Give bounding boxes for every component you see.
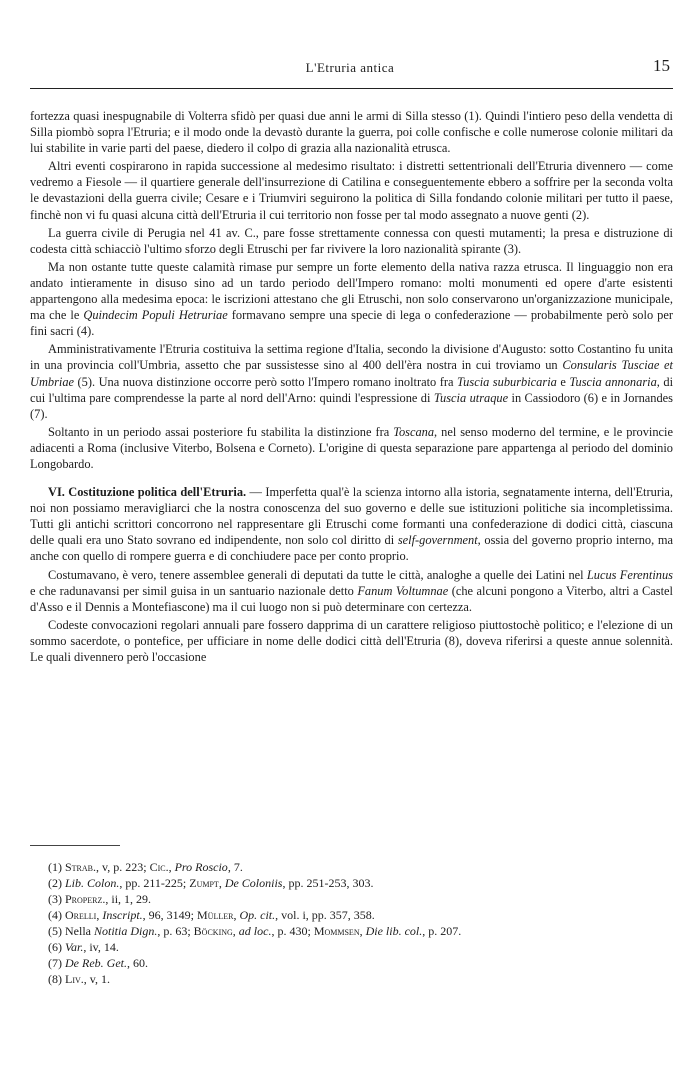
text-run: fortezza quasi inespugnabile di Volterra sfidò per quasi due anni le armi di Silla stesso (1). Quindi l'intiero peso della vendetta di Silla piombò sopra l'Etruria; e il modo onde la devastò durante la guerra, poi colle confische e colle numerose colonie militari da lui stabilite in varie parti del paese, diedero il colpo di grazia alla nazionalità etrusca. xyxy=(30,109,673,156)
text-run: , xyxy=(359,924,366,938)
text-run: Codeste convocazioni regolari annuali pare fossero dapprima di un carattere religioso piuttostochè politico; e l'elezione di un sommo sacerdote, o pontefice, per ufficiare in nome delle dodici città dell'Etruria (8), doveva riferirsi a queste annue solennità. Le quali divennero però l'occasione xyxy=(30,617,673,664)
paragraph xyxy=(30,341,673,421)
text-run: , 7. xyxy=(227,860,243,874)
text-sc: Böcking xyxy=(193,924,233,938)
text-sc: Properz. xyxy=(65,892,106,906)
text-run: La guerra civile di Perugia nel 41 av. C., pare fosse strettamente connessa con questi mutamenti; la presa e distruzione di codesta città schiacciò l'ultimo sforzo degli Etruschi per far rivivere la loro nazionalità spirante (3). xyxy=(30,225,673,256)
text-run: , xyxy=(168,860,175,874)
text-italic: Pro Roscio xyxy=(174,860,228,874)
text-run: , pp. 211-225; xyxy=(119,876,190,890)
text-run: Soltanto in un periodo assai posteriore fu stabilita la distinzione fra xyxy=(48,424,394,439)
text-italic: Tuscia suburbicaria xyxy=(456,374,557,389)
footnote xyxy=(48,971,668,987)
paragraph xyxy=(30,158,673,222)
text-run: , xyxy=(233,908,240,922)
text-run: , ossia del governo proprio interno, ma anche con quello di rompere guerra e di conchiudere pace per conto proprio. xyxy=(30,533,673,564)
text-run: (6) xyxy=(48,940,65,954)
text-italic: De Coloniis xyxy=(224,876,283,890)
text-italic: Quindecim Populi Hetruriae xyxy=(83,308,228,323)
footnote xyxy=(48,955,668,971)
text-bold: VI. Costituzione politica dell'Etruria. xyxy=(48,485,247,500)
text-run: , xyxy=(218,876,225,890)
text-italic: Die lib. col. xyxy=(365,924,423,938)
text-run: Ma non ostante tutte queste calamità rimase pur sempre un forte elemento della nativa razza etrusca. Il linguaggio non era andato intieramente in disuso sino ad un tardo periodo dell'Impero romano: molti monumenti ed opere d'arte esistenti appartengono alla medesima epoca: le iscrizioni attestano che gli Etruschi, non solo conservarono un'organizzazione municipale, ma che le xyxy=(30,259,673,323)
running-title: L'Etruria antica xyxy=(305,60,395,75)
text-run: (7) xyxy=(48,956,65,970)
text-italic: Fanum Voltumnae xyxy=(357,583,449,598)
text-run: , di cui l'ultima pare comprendesse la parte al nord dell'Arno: quindi l'espressione di xyxy=(30,374,674,405)
text-run: (3) xyxy=(48,892,65,906)
text-run: (1) xyxy=(48,860,65,874)
text-run: (5) Nella xyxy=(48,924,94,938)
text-sc: Liv. xyxy=(65,972,84,986)
text-sc: Müller xyxy=(197,908,234,922)
footnote-separator xyxy=(30,845,120,846)
text-run: e che radunavansi per simil guisa in un santuario nazionale detto xyxy=(30,583,358,598)
header-rule xyxy=(30,88,673,89)
text-italic: Lucus Ferentinus xyxy=(586,567,673,582)
footnote xyxy=(48,859,668,875)
text-run: , 96, 3149; xyxy=(142,908,198,922)
text-italic: Op. cit. xyxy=(239,908,276,922)
text-italic: De Reb. Get. xyxy=(65,956,127,970)
text-italic: Lib. Colon. xyxy=(65,876,120,890)
text-italic: Tuscia annonaria xyxy=(569,374,657,389)
text-run: (8) xyxy=(48,972,65,986)
text-run: , iv, 14. xyxy=(83,940,119,954)
text-run: (che alcuni pongono a Viterbo, altri a Castel d'Asso e il Dennis a Montefiascone) ma il cui luogo non si può determinare con certezza. xyxy=(30,583,673,614)
text-run: , xyxy=(96,908,103,922)
text-run: , v, p. 223; xyxy=(96,860,150,874)
text-run: (4) xyxy=(48,908,65,922)
text-run: , pp. 251-253, 303. xyxy=(282,876,374,890)
text-italic: Var. xyxy=(65,940,84,954)
footnote xyxy=(48,907,668,923)
paragraph xyxy=(30,259,673,339)
body-text xyxy=(30,108,673,667)
text-run: Costumavano, è vero, tenere assemblee generali di deputati da tutte le città, analoghe a quelle dei Latini nel xyxy=(48,567,587,582)
running-header xyxy=(30,56,670,78)
text-run: formavano sempre una specie di lega o confederazione — probabilmente però solo per fini sacri (4). xyxy=(30,308,673,339)
text-italic: Inscript. xyxy=(102,908,143,922)
text-italic: Toscana xyxy=(393,424,435,439)
text-run: , 60. xyxy=(126,956,148,970)
footnote xyxy=(48,939,668,955)
text-run: , ii, 1, 29. xyxy=(105,892,152,906)
paragraph xyxy=(30,424,673,472)
text-italic: self-government xyxy=(397,533,478,548)
text-run: (2) xyxy=(48,876,65,890)
text-sc: Strab. xyxy=(65,860,97,874)
text-italic: Notitia Dign. xyxy=(93,924,158,938)
paragraph xyxy=(30,567,673,615)
footnote xyxy=(48,891,668,907)
text-sc: Cic. xyxy=(149,860,169,874)
text-italic: ad loc. xyxy=(238,924,272,938)
text-run: Altri eventi cospirarono in rapida successione al medesimo risultato: i distretti settentrionali dell'Etruria divennero — come vedremo a Fiesole — il quartiere generale dell'insurrezione di Catilina e conseguentemente ebbero a soffrire per la seconda volta le devastazioni della guerra civile; Cesare e i Triumviri seguirono la politica di Silla fondando colonie militari per tutto il paese, finchè non vi fu quasi alcuna città dell'Etruria il cui territorio non fosse per tal modo assegnato a nuove genti (2). xyxy=(30,159,673,222)
text-run: Amministrativamente l'Etruria costituiva la settima regione d'Italia, secondo la divisione d'Augusto: sotto Costantino fu unita in una provincia coll'Umbria, assetto che par sussistesse sino al 400 dell'èra nostra in cui troviamo un xyxy=(30,342,673,373)
text-run: , vol. i, pp. 357, 358. xyxy=(275,908,375,922)
text-run: , v, 1. xyxy=(83,972,111,986)
footnote xyxy=(48,923,668,939)
paragraph xyxy=(30,108,673,156)
text-sc: Orelli xyxy=(65,908,97,922)
text-sc: Zumpt xyxy=(189,876,219,890)
text-run: , p. 63; xyxy=(157,924,194,938)
text-run: , xyxy=(232,924,239,938)
paragraph xyxy=(30,617,673,665)
footnote xyxy=(48,875,668,891)
text-italic: Consularis Tusciae et Umbriae xyxy=(30,358,673,389)
text-run: in Cassiodoro (6) e in Jornandes (7). xyxy=(30,390,673,421)
text-run: — Imperfetta qual'è la scienza intorno alla istoria, segnatamente interna, dell'Etruria, noi non possiamo meravigliarci che la nostra conoscenza del suo governo e delle sue istituzioni politiche sia incompletissima. Tutti gli antichi scrittori concorrono nel rappresentare gli Etruschi come formanti una confederazione di dodici città, ciascuna delle quali era uno Stato sovrano ed indipendente, non solo col diritto di xyxy=(30,485,673,548)
text-run: e xyxy=(556,374,570,389)
text-sc: Mommsen xyxy=(313,924,360,938)
paragraph xyxy=(30,225,673,257)
text-run: , p. 430; xyxy=(271,924,314,938)
text-run: (5). Una nuova distinzione occorre però sotto l'Impero romano inoltrato fra xyxy=(74,374,457,389)
text-italic: Tuscia utraque xyxy=(433,390,509,405)
section-paragraph xyxy=(30,484,673,564)
text-run: , p. 207. xyxy=(422,924,462,938)
page-number: 15 xyxy=(653,56,670,75)
footnotes xyxy=(48,859,668,987)
text-run: , nel senso moderno del termine, e le provincie adiacenti a Roma (inclusive Viterbo, Bolsena e Corneto). L'origine di questa separazione pare appartenga al periodo del dominio Longobardo. xyxy=(30,424,673,471)
